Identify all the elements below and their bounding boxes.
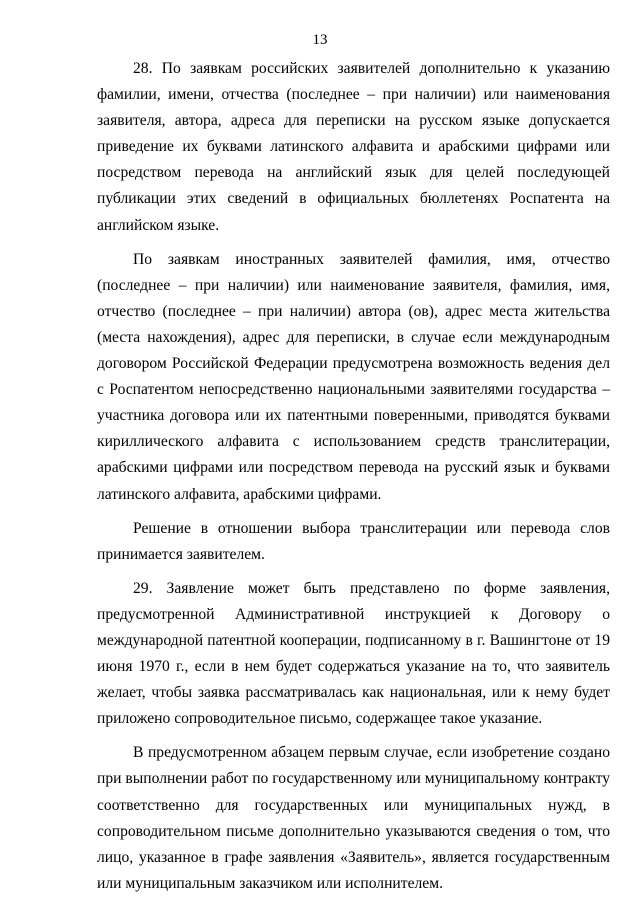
paragraph-state-contract: В предусмотренном абзацем первым случае, если изобретение создано при выполнении работ по государственному или муниципальному контракту соответственно для государственных или муниципальных нужд, в сопроводительном письме дополнительно указываются сведения о том, что лицо, указанное в графе заявления «Заявитель», является государственным или муниципальным заказчиком или исполнителем. [97,744,610,892]
document-body [97,56,610,897]
page-number: 13 [312,32,328,48]
paragraph-29: 29. Заявление может быть представлено по форме заявления, предусмотренной Административной инструкцией к Договору о международной патентной кооперации, подписанному в г. Вашингтоне от 19 июня 1970 г., если в нем будет содержаться указание на то, что заявитель желает, чтобы заявка рассматривалась как национальная, или к нему будет приложено сопроводительное письмо, содержащее такое указание. [97,579,610,728]
paragraph-foreign-applicants: По заявкам иностранных заявителей фамилия, имя, отчество (последнее – при наличии) или наименование заявителя, фамилия, имя, отчество (последнее – при наличии) автора (ов), адрес места жительства (места нахождения), адрес для переписки, в случае если международным договором Российской Федерации предусмотрена возможность ведения дел с Роспатентом непосредственно национальными заявителями государства – участника договора или их патентными поверенными, приводятся буквами кириллического алфавита с использованием средств транслитерации, арабскими цифрами или посредством перевода на русский язык и буквами латинского алфавита, арабскими цифрами. [97,250,610,503]
paragraph-transliteration-decision: Решение в отношении выбора транслитерации или перевода слов принимается заявителем. [97,519,610,563]
paragraph-28: 28. По заявкам российских заявителей дополнительно к указанию фамилии, имени, отчества (последнее – при наличии) или наименования заявителя, автора, адреса для переписки на русском языке допускается приведение их буквами латинского алфавита и арабскими цифрами или посредством перевода на английский язык для целей последующей публикации этих сведений в официальных бюллетенях Роспатента на английском языке. [97,60,610,234]
